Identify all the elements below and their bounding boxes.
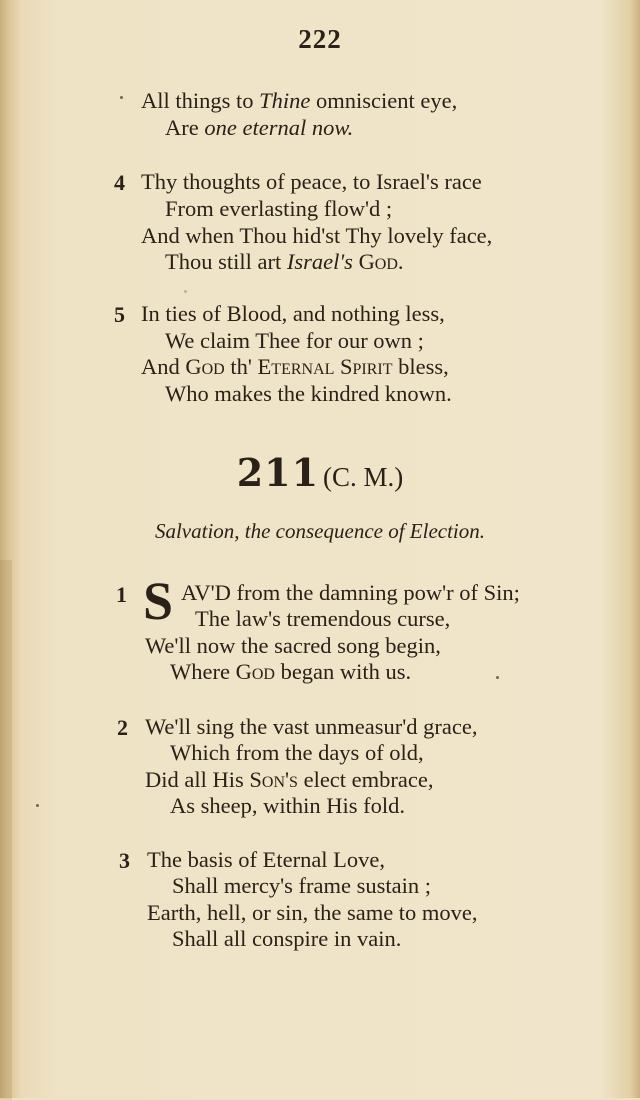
verse-number: 5 <box>114 302 125 327</box>
verse-line-formatted: Did all His Son's elect embrace, <box>145 767 434 792</box>
verse-line: Earth, hell, or sin, the same to move, <box>147 900 478 925</box>
verse-line: Who makes the kindred known. <box>165 381 452 406</box>
drop-cap-letter: S <box>143 571 174 631</box>
verse-number: 2 <box>117 715 128 740</box>
hymn-heading <box>0 450 640 495</box>
hymn-meter: (C. M.) <box>323 462 404 492</box>
verse-line: The law's tremendous curse, <box>195 606 451 631</box>
paper-speck <box>120 96 123 99</box>
continuation-line-1: All things to Thine omniscient eye, <box>141 88 458 113</box>
paper-speck <box>184 290 187 293</box>
verse-line: And when Thou hid'st Thy lovely face, <box>141 223 493 248</box>
continuation-line-2: Are one eternal now. <box>165 115 354 140</box>
hymn-title: Salvation, the consequence of Election. <box>154 519 486 543</box>
verse-line: Which from the days of old, <box>170 740 424 765</box>
verse-number: 1 <box>116 582 127 607</box>
verse-line: As sheep, within His fold. <box>170 793 405 818</box>
paper-speck <box>36 804 39 807</box>
verse-line-formatted: And God th' Eternal Spirit bless, <box>141 354 449 379</box>
verse-number: 3 <box>119 848 130 873</box>
verse-line: Thy thoughts of peace, to Israel's race <box>141 169 482 194</box>
verse-line: The basis of Eternal Love, <box>147 847 386 872</box>
verse-line: From everlasting flow'd ; <box>165 196 393 221</box>
verse-number: 4 <box>114 170 125 195</box>
page-edge-stain <box>0 560 12 1100</box>
verse-line: Shall mercy's frame sustain ; <box>172 873 431 898</box>
verse-line: Shall all conspire in vain. <box>172 926 402 951</box>
verse-line: In ties of Blood, and nothing less, <box>141 301 445 326</box>
paper-speck <box>496 676 499 679</box>
verse-line-formatted: Thou still art Israel's God. <box>165 249 404 274</box>
verse-line-formatted: Where God began with us. <box>170 659 412 684</box>
verse-line: We'll sing the vast unmeasur'd grace, <box>145 714 478 739</box>
verse-line: We'll now the sacred song begin, <box>145 633 441 658</box>
verse-line: We claim Thee for our own ; <box>165 328 424 353</box>
verse-line: AV'D from the damning pow'r of Sin; <box>181 580 520 605</box>
hymn-number: 211 <box>236 450 320 495</box>
page-number: 222 <box>298 24 342 54</box>
